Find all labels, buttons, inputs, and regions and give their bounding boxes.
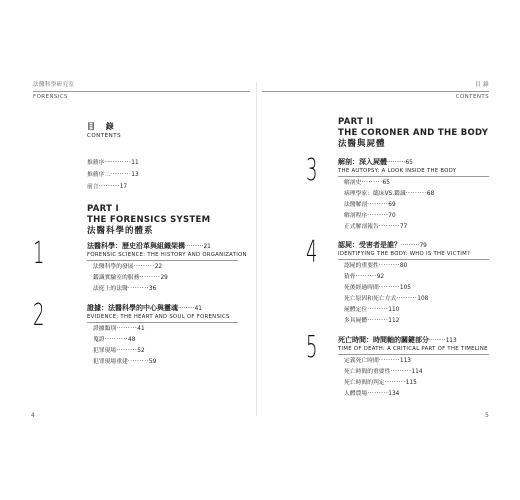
chapter-number: 1 (33, 236, 45, 271)
toc-section[interactable] (344, 295, 428, 304)
dot-leader: ········· (178, 306, 195, 312)
page-number: 92 (376, 274, 385, 280)
dot-leader: ········· (361, 180, 383, 186)
chapter-title-text: 死亡時間：時間軸的關鍵部分 (338, 336, 429, 344)
chapter-title-1[interactable] (87, 242, 211, 252)
part-label: PART II (338, 117, 374, 127)
toc-section[interactable] (344, 273, 384, 282)
running-head-en: FORENSICS (33, 94, 68, 100)
chapter-rule (338, 354, 489, 355)
toc-section[interactable] (344, 201, 396, 210)
page-number: 17 (119, 184, 128, 190)
entry-title: 死亡時間的判定 (344, 380, 385, 386)
part-title-zh: 法醫與屍體 (338, 139, 386, 149)
header-rule (33, 91, 250, 92)
toc-section[interactable] (344, 190, 434, 199)
chapter-title-text: 證據：法醫科學的中心與靈魂 (87, 304, 178, 312)
toc-section[interactable] (93, 358, 156, 367)
entry-title: 屍體定位 (344, 307, 368, 313)
page-number: 21 (203, 244, 211, 250)
dot-leader: ········· (355, 274, 377, 280)
running-head-zh: 目 錄 (475, 82, 489, 88)
toc-section[interactable] (344, 223, 407, 232)
page-number: 115 (405, 380, 417, 386)
toc-section[interactable] (93, 274, 168, 283)
part-title-en: THE CORONER AND THE BODY (338, 128, 489, 138)
page-number: 65 (405, 160, 413, 166)
entry-title: 犯罪現場重建 (93, 359, 128, 365)
page-number: 65 (382, 180, 390, 186)
chapter-subtitle-en: FORENSIC SCIENCE: THE HISTORY AND ORGANIZATION (87, 252, 247, 258)
folio-right: 5 (485, 412, 489, 419)
page-number: 11 (131, 160, 139, 166)
right-page (262, 82, 497, 416)
dot-leader: ········· (367, 202, 389, 208)
dot-leader: ········· (127, 359, 149, 365)
page-number: 80 (399, 263, 408, 269)
contents-title: 目 錄 (87, 122, 118, 131)
page-number: 79 (419, 243, 427, 249)
page-number: 29 (160, 275, 168, 281)
toc-entry-foreword-1[interactable] (87, 159, 139, 168)
dot-leader: ········· (116, 326, 138, 332)
dot-leader: ········· (378, 263, 400, 269)
entry-title: 推薦序一 (87, 160, 111, 166)
dot-leader: ········· (390, 369, 412, 375)
page-number: 113 (399, 358, 411, 364)
page-number: 41 (137, 326, 145, 332)
toc-section[interactable] (344, 212, 396, 221)
entry-title: 正式解剖報告 (344, 224, 379, 230)
page-number: 112 (388, 318, 400, 324)
chapter-title-text: 法醫科學：歷史沿革與組織架構 (87, 242, 185, 250)
dot-leader: ········· (384, 380, 406, 386)
toc-section[interactable] (344, 357, 411, 366)
dot-leader: ·········· (185, 244, 204, 250)
part-label: PART I (87, 204, 119, 214)
dot-leader: ········· (139, 275, 161, 281)
chapter-number: 4 (306, 235, 318, 270)
entry-title: 定義死亡時間 (344, 358, 379, 364)
toc-section[interactable] (93, 336, 135, 345)
toc-section[interactable] (344, 179, 390, 188)
chapter-rule (338, 176, 489, 177)
dot-leader: ········· (378, 285, 400, 291)
page-number: 59 (148, 359, 157, 365)
chapter-subtitle-en: EVIDENCE: THE HEART AND SOUL OF FORENSICS (87, 314, 230, 320)
entry-title: 人體農場 (344, 391, 368, 397)
page-number: 36 (148, 286, 157, 292)
page-number: 110 (388, 307, 400, 313)
dot-leader: ········· (127, 286, 149, 292)
entry-title: 病理學家：臨床VS.鑑識 (344, 191, 406, 197)
toc-entry-preface[interactable] (87, 183, 127, 192)
entry-title: 認屍的重要性 (344, 263, 379, 269)
page-number: 105 (399, 285, 411, 291)
dot-leader: ········· (98, 184, 120, 190)
page-number: 13 (131, 172, 139, 178)
dot-leader: ········· (367, 318, 389, 324)
book-spine (256, 82, 257, 416)
page-number: 68 (426, 191, 435, 197)
entry-title: 死亡原因和死亡方式 (344, 296, 397, 302)
chapter-subtitle-en: THE AUTOPSY: A LOOK INSIDE THE BODY (338, 168, 457, 174)
page-number: 108 (417, 296, 429, 302)
page-number: 134 (388, 391, 400, 397)
toc-section[interactable] (93, 325, 145, 334)
dot-leader: ········· (110, 172, 132, 178)
chapter-title-text: 解剖：深入屍體 (338, 158, 387, 166)
toc-section[interactable] (93, 285, 156, 294)
dot-leader: ········· (429, 338, 446, 344)
page-number: 41 (194, 306, 202, 312)
toc-section[interactable] (344, 379, 417, 388)
part-title-zh: 法醫科學的體系 (87, 226, 154, 236)
dot-leader: ·········· (401, 243, 420, 249)
chapter-subtitle-en: TIME OF DEATH: A CRITICAL PART OF THE TIMELINE (338, 346, 488, 352)
toc-section[interactable] (344, 317, 399, 326)
toc-section[interactable] (344, 262, 407, 271)
chapter-title-3[interactable] (338, 158, 413, 168)
part-title-en: THE FORENSICS SYSTEM (87, 215, 211, 225)
toc-section[interactable] (93, 347, 145, 356)
entry-title: 蒐證 (93, 337, 105, 343)
entry-title: 死亡時間的重要性 (344, 369, 391, 375)
entry-title: 鑑識實驗室的服務 (93, 275, 140, 281)
dot-leader: ········· (367, 307, 389, 313)
entry-title: 法庭上的法醫 (93, 286, 128, 292)
dot-leader: ········· (378, 224, 400, 230)
toc-entry-foreword-2[interactable] (87, 171, 139, 180)
dot-leader: ········· (110, 160, 132, 166)
dot-leader: ········· (378, 358, 400, 364)
running-head-zh: 法醫科學研究室 (33, 82, 75, 88)
dot-leader: ········· (396, 296, 418, 302)
page-number: 77 (399, 224, 408, 230)
chapter-rule (87, 260, 238, 261)
entry-title: 法醫科學的發展 (93, 264, 134, 270)
entry-title: 猜骨 (344, 274, 356, 280)
page-number: 69 (388, 202, 396, 208)
entry-title: 多具屍體 (344, 318, 368, 324)
dot-leader: ········· (133, 264, 155, 270)
chapter-number: 5 (306, 330, 318, 365)
page-number: 48 (128, 337, 136, 343)
chapter-title-2[interactable] (87, 304, 202, 314)
contents-subtitle: CONTENTS (87, 133, 122, 139)
header-rule (262, 91, 489, 92)
entry-title: 前言 (87, 184, 99, 190)
entry-title: 證據類別 (93, 326, 117, 332)
running-head-en: CONTENTS (455, 94, 489, 100)
page-number: 70 (388, 213, 396, 219)
page-number: 114 (411, 369, 423, 375)
chapter-subtitle-en: IDENTIFYING THE BODY: WHO IS THE VICTIM? (338, 251, 471, 257)
dot-leader: ·········· (104, 337, 129, 343)
toc-section[interactable] (344, 306, 399, 315)
chapter-number: 3 (306, 153, 318, 188)
entry-title: 死後經過時間 (344, 285, 379, 291)
toc-section[interactable] (344, 284, 411, 293)
folio-left: 4 (31, 412, 35, 419)
entry-title: 解剖史 (344, 180, 362, 186)
entry-title: 推薦序二 (87, 172, 111, 178)
dot-leader: ········· (367, 213, 389, 219)
entry-title: 法醫解剖 (344, 202, 368, 208)
toc-section[interactable] (344, 368, 423, 377)
entry-title: 解剖程序 (344, 213, 368, 219)
page-number: 52 (137, 348, 145, 354)
dot-leader: ········· (405, 191, 427, 197)
chapter-number: 2 (33, 298, 45, 333)
chapter-rule (87, 322, 238, 323)
toc-section[interactable] (344, 390, 399, 399)
left-page (25, 82, 250, 416)
page-number: 113 (445, 338, 457, 344)
dot-leader: ········· (367, 391, 389, 397)
dot-leader: ·········· (387, 160, 406, 166)
toc-section[interactable] (93, 263, 162, 272)
entry-title: 犯罪現場 (93, 348, 117, 354)
dot-leader: ········· (116, 348, 138, 354)
chapter-title-text: 認屍：受害者是誰？ (338, 241, 401, 249)
chapter-rule (338, 259, 489, 260)
chapter-title-5[interactable] (338, 336, 457, 346)
page-number: 22 (154, 264, 163, 270)
chapter-title-4[interactable] (338, 241, 427, 251)
